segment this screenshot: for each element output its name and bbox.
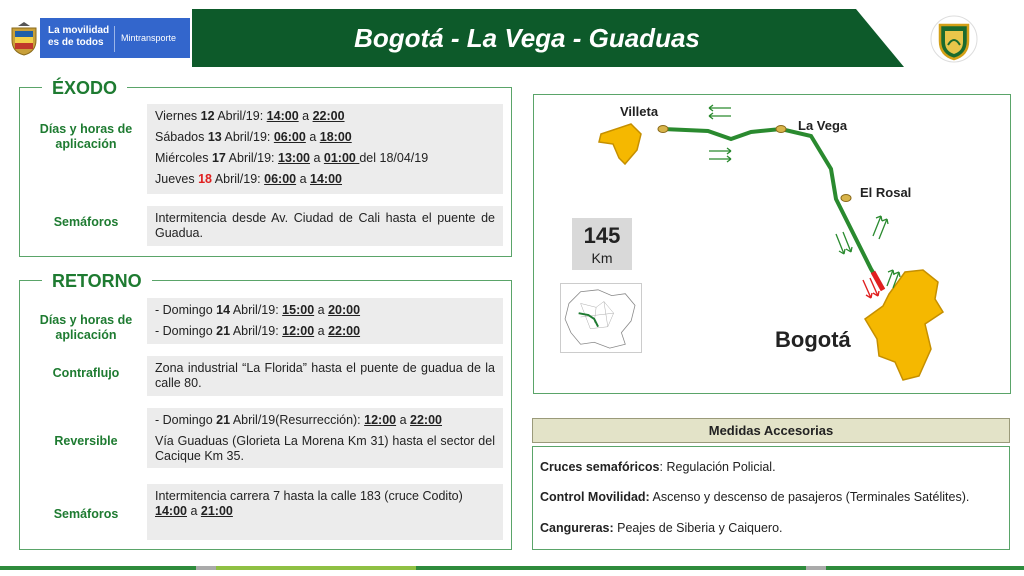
route-line <box>663 129 883 289</box>
exodo-title: ÉXODO <box>42 78 127 98</box>
direction-arrows-right <box>709 148 731 162</box>
coat-of-arms-icon <box>8 22 40 56</box>
exodo-schedule-row-0: Viernes 12 Abril/19: 14:00 a 22:00 <box>155 109 345 123</box>
exodo-schedule-row-2: Miércoles 17 Abril/19: 13:00 a 01:00 del 18/04/19 <box>155 151 429 165</box>
brand-slogan-line1: La movilidad <box>48 25 110 36</box>
medida-item: Cangureras: Peajes de Siberia y Caiquero. <box>540 521 783 535</box>
retorno-label-contraflujo: Contraflujo <box>52 366 120 380</box>
ministry-name: Mintransporte <box>121 33 177 43</box>
la-vega-node <box>776 126 786 133</box>
region-outline-icon <box>561 284 641 352</box>
reversible-description: Vía Guaduas (Glorieta La Morena Km 31) hasta el sector del Cacique Km 35. <box>155 434 495 463</box>
retorno-reversible-box <box>147 408 503 468</box>
distance-value: 145 <box>583 223 621 248</box>
exodo-semaforos-box: Intermitencia desde Av. Ciudad de Cali hasta el puente de Guadua. <box>147 206 503 246</box>
brand-block <box>40 18 190 58</box>
map-label-la-vega: La Vega <box>798 118 848 133</box>
footer-stripe-gray <box>196 566 216 570</box>
retorno-semaforos-box <box>147 484 503 540</box>
map-label-el-rosal: El Rosal <box>860 185 912 200</box>
retorno-contraflujo-box: Zona industrial “La Florida” hasta el puente de guadua de la calle 80. <box>147 356 503 396</box>
map-label-villeta: Villeta <box>620 104 659 119</box>
exodo-label-semaforos: Semáforos <box>53 215 119 229</box>
footer-stripe-light <box>216 566 416 570</box>
villeta-node <box>658 126 668 133</box>
medidas-panel <box>532 446 1010 550</box>
exodo-schedule-row-3: Jueves 18 Abril/19: 06:00 a 14:00 <box>155 172 342 186</box>
reversible-schedule: - Domingo 21 Abril/19(Resurrección): 12:00 a 22:00 <box>155 413 442 427</box>
distance-badge <box>572 218 632 270</box>
medida-item: Control Movilidad: Ascenso y descenso de pasajeros (Terminales Satélites). <box>540 490 970 504</box>
page-title: Bogotá - La Vega - Guaduas <box>354 23 700 53</box>
retorno-label-semaforos: Semáforos <box>53 507 119 521</box>
mini-region-map <box>560 283 642 353</box>
retorno-label-reversible: Reversible <box>54 434 118 448</box>
direction-arrows-left <box>709 105 731 119</box>
brand-divider <box>114 26 115 52</box>
retorno-title: RETORNO <box>42 271 152 291</box>
el-rosal-node <box>841 195 851 202</box>
retorno-schedule-row-1: - Domingo 21 Abril/19: 12:00 a 22:00 <box>155 324 361 338</box>
retorno-schedule-box <box>147 298 503 344</box>
government-logo <box>2 16 192 62</box>
footer-stripe-gray2 <box>806 566 826 570</box>
semaforos-schedule: 14:00 a 21:00 <box>155 504 233 518</box>
medidas-header: Medidas Accesorias <box>532 418 1010 443</box>
retorno-label-dias: Días y horas de aplicación <box>39 313 133 342</box>
bogota-region-shape <box>865 270 943 380</box>
map-label-bogota: Bogotá <box>775 327 851 352</box>
medida-item: Cruces semafóricos: Regulación Policial. <box>540 460 776 474</box>
semaforos-description: Intermitencia carrera 7 hasta la calle 183 (cruce Codito) <box>155 489 463 503</box>
direction-arrows-up <box>873 216 888 239</box>
distance-unit: Km <box>591 250 613 266</box>
brand-slogan-line2: es de todos <box>48 37 104 48</box>
retorno-schedule-row-0: - Domingo 14 Abril/19: 15:00 a 20:00 <box>155 303 361 317</box>
exodo-schedule-box <box>147 104 503 194</box>
villeta-region-shape <box>599 124 641 164</box>
exodo-schedule-row-1: Sábados 13 Abril/19: 06:00 a 18:00 <box>155 130 352 144</box>
exodo-label-dias: Días y horas de aplicación <box>39 122 133 151</box>
footer-stripe <box>0 566 1024 570</box>
police-badge-icon <box>930 15 978 63</box>
direction-arrows-down <box>836 232 852 254</box>
